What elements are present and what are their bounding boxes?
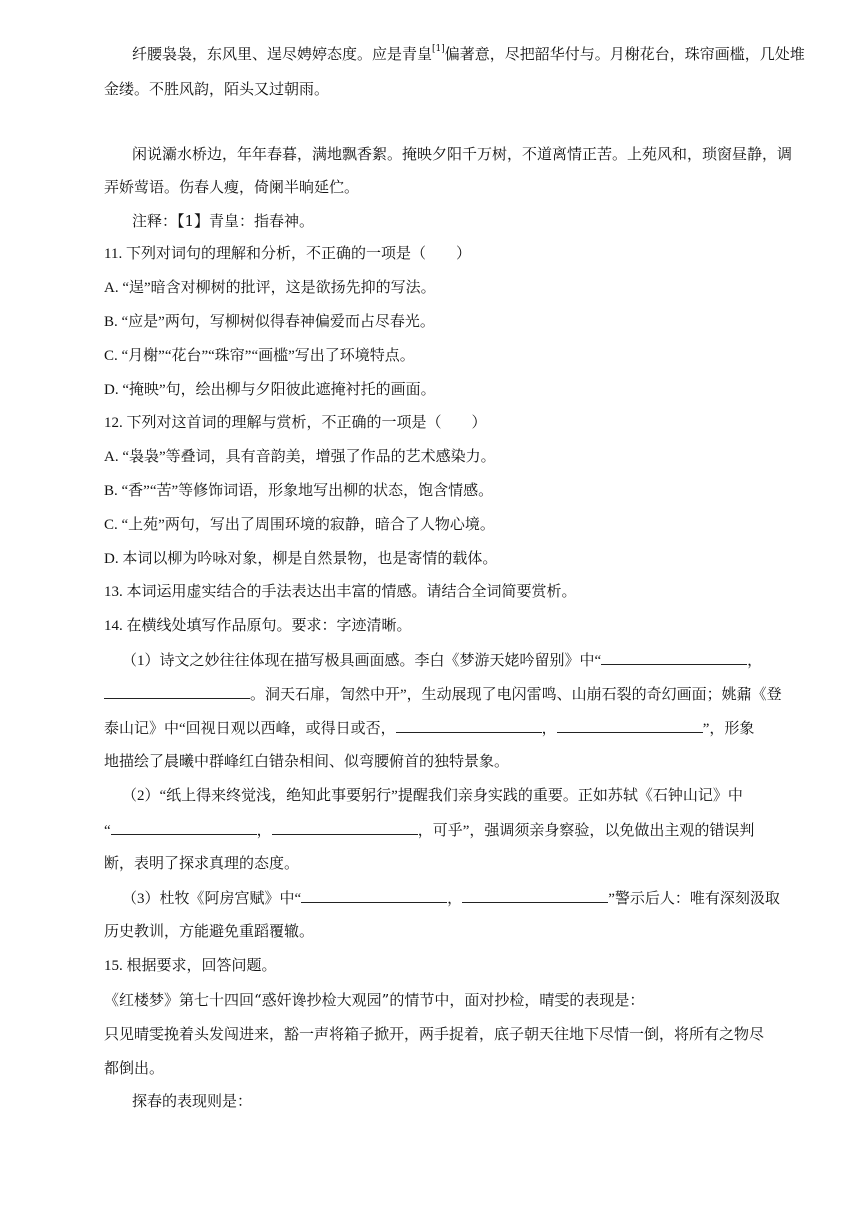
option-c: C. “月榭”“花台”“珠帘”“画槛”写出了环境特点。: [104, 348, 415, 364]
question-14-stem: 14. 在横线处填写作品原句。要求：字迹清晰。: [104, 618, 412, 634]
question-14-2-line: 断，表明了探求真理的态度。: [104, 856, 300, 872]
answer-blank[interactable]: [396, 718, 542, 733]
question-14-1-line: 。洞天石扉，訇然中开”，生动展现了电闪雷鸣、山崩石裂的奇幻画面；姚鼐《登: [104, 684, 782, 705]
question-14-1-line: 泰山记》中“回视日观以西峰，或得日或否， ， ”，形象: [104, 718, 754, 739]
option-c: C. “上苑”两句，写出了周围环境的寂静，暗合了人物心境。: [104, 517, 495, 533]
poem-line: 纤腰袅袅，东风里、逞尽娉婷态度。应是青皇[1]偏著意，尽把韶华付与。月榭花台，珠帘画槛，几处堆: [132, 44, 805, 63]
poem-note: 注释：【1】青皇：指春神。: [132, 212, 315, 230]
question-15-text: 只见晴雯挽着头发闯进来，豁一声将箱子掀开，两手捉着，底子朝天往地下尽情一倒，将所有之物尽: [104, 1025, 765, 1043]
answer-blank[interactable]: [601, 650, 747, 665]
option-a: A. “袅袅”等叠词，具有音韵美，增强了作品的艺术感染力。: [104, 449, 496, 465]
question-12-stem: 12. 下列对这首词的理解与赏析，不正确的一项是（ ）: [104, 415, 487, 431]
question-14-1-line: 地描绘了晨曦中群峰红白错杂相间、似弯腰俯首的独特景象。: [104, 754, 510, 770]
answer-blank[interactable]: [104, 684, 250, 699]
option-b: B. “香”“苦”等修饰词语，形象地写出柳的状态，饱含情感。: [104, 483, 494, 499]
answer-blank[interactable]: [301, 888, 447, 903]
question-14-2-line: （2）“纸上得来终觉浅，绝知此事要躬行”提醒我们亲身实践的重要。正如苏轼《石钟山记》中: [122, 788, 743, 804]
answer-blank[interactable]: [111, 820, 257, 835]
poem-line: 闲说灞水桥边，年年春暮，满地飘香絮。掩映夕阳千万树，不道离情正苦。上苑风和，琐窗昼静，调: [132, 145, 793, 163]
poem-line: 弄娇莺语。伤春人瘦，倚阑半晌延伫。: [104, 178, 360, 196]
option-b: B. “应是”两句，写柳树似得春神偏爱而占尽春光。: [104, 314, 435, 330]
question-15-text: 探春的表现则是：: [132, 1092, 253, 1110]
question-15-stem: 15. 根据要求，回答问题。: [104, 958, 277, 974]
question-14-3-line: 历史教训，方能避免重蹈覆辙。: [104, 924, 315, 940]
answer-blank[interactable]: [557, 718, 703, 733]
question-14-1-line: （1）诗文之妙往往体现在描写极具画面感。李白《梦游天姥吟留别》中“ ，: [122, 650, 762, 671]
question-15-text: 《红楼梦》第七十四回“惑奸谗抄检大观园”的情节中，面对抄检，晴雯的表现是：: [104, 991, 645, 1009]
question-14-3-line: （3）杜牧《阿房宫赋》中“ ， ”警示后人：唯有深刻汲取: [122, 888, 780, 909]
answer-blank[interactable]: [462, 888, 608, 903]
question-11-stem: 11. 下列对词句的理解和分析，不正确的一项是（ ）: [104, 246, 471, 262]
poem-line: 金缕。不胜风韵，陌头又过朝雨。: [104, 80, 330, 98]
footnote-marker: [1]: [432, 44, 445, 54]
option-d: D. “掩映”句，绘出柳与夕阳彼此遮掩衬托的画面。: [104, 382, 436, 398]
option-d: D. 本词以柳为吟咏对象，柳是自然景物，也是寄情的载体。: [104, 551, 498, 567]
answer-blank[interactable]: [272, 820, 418, 835]
question-15-text: 都倒出。: [104, 1059, 165, 1077]
question-13-stem: 13. 本词运用虚实结合的手法表达出丰富的情感。请结合全词简要赏析。: [104, 584, 577, 600]
question-14-2-line: “ ， ，可乎”，强调须亲身察验，以免做出主观的错误判: [104, 820, 754, 841]
option-a: A. “逞”暗含对柳树的批评，这是欲扬先抑的写法。: [104, 280, 436, 296]
